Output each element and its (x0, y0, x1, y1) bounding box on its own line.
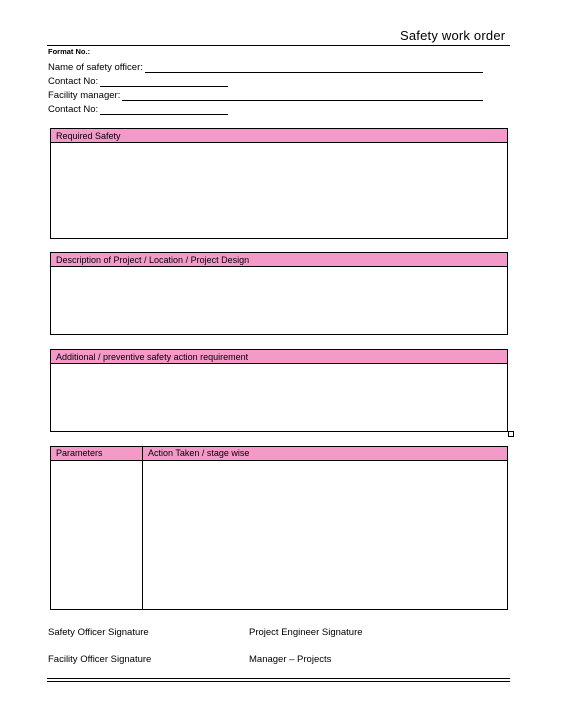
title-rule (47, 45, 510, 46)
footer-rule-top (47, 678, 510, 679)
page-title: Safety work order (400, 28, 506, 43)
safety-officer-name-blank[interactable] (145, 63, 483, 73)
safety-officer-contact-blank[interactable] (100, 77, 228, 87)
safety-officer-contact-label: Contact No: (48, 76, 99, 87)
action-taken-column-header: Action Taken / stage wise (148, 448, 250, 458)
facility-officer-signature-label: Facility Officer Signature (48, 654, 152, 665)
additional-safety-box[interactable] (50, 349, 508, 432)
required-safety-box[interactable] (50, 128, 508, 239)
safety-officer-name-field[interactable] (48, 62, 483, 73)
facility-manager-field[interactable] (48, 90, 483, 101)
safety-officer-contact-field[interactable] (48, 76, 228, 87)
facility-manager-contact-field[interactable] (48, 104, 228, 115)
project-description-header: Description of Project / Location / Project Design (51, 253, 507, 267)
safety-officer-name-label: Name of safety officer: (48, 62, 143, 73)
facility-manager-blank[interactable] (122, 91, 483, 101)
column-divider (142, 461, 143, 609)
footer-rule-bottom (47, 681, 510, 682)
project-engineer-signature-label: Project Engineer Signature (249, 627, 363, 638)
facility-manager-label: Facility manager: (48, 90, 121, 101)
parameters-table-header (51, 447, 507, 461)
format-number-label: Format No.: (48, 47, 91, 56)
project-description-box[interactable] (50, 252, 508, 335)
parameters-column-header: Parameters (51, 447, 143, 460)
parameters-table-body[interactable] (51, 461, 507, 609)
safety-officer-signature-label: Safety Officer Signature (48, 627, 149, 638)
facility-manager-contact-blank[interactable] (100, 105, 228, 115)
facility-manager-contact-label: Contact No: (48, 104, 99, 115)
required-safety-header: Required Safety (51, 129, 507, 143)
additional-safety-header: Additional / preventive safety action requirement (51, 350, 507, 364)
manager-projects-signature-label: Manager – Projects (249, 654, 332, 665)
parameters-table[interactable] (50, 446, 508, 610)
resize-handle[interactable] (508, 431, 514, 437)
